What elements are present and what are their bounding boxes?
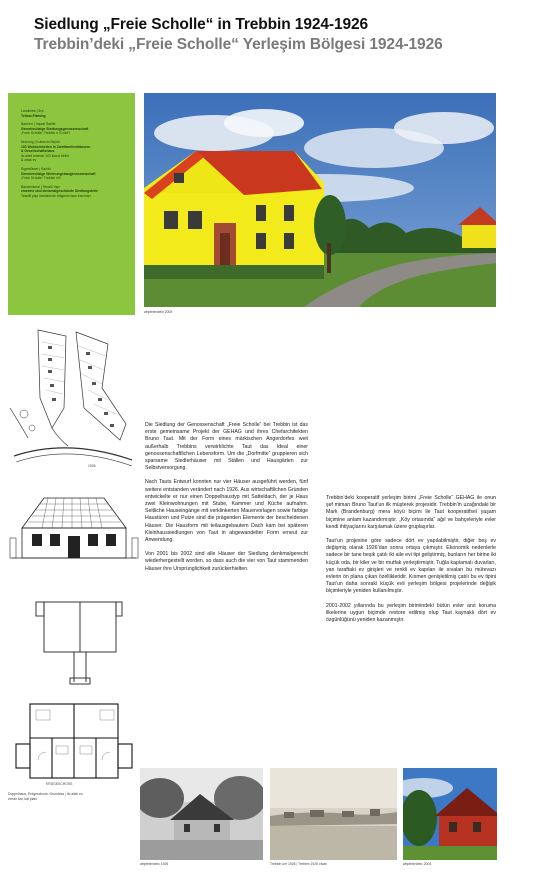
paragraph: Die Siedlung der Genossenschaft „Freie Scholle“ bei Trebbin ist das erste gemeinsame Projekt der GEHAG und ihres Chefarchitekten Bruno Taut. Mit der Form eines märkischen Angerdorfes weit außerhalb Trebbins verwirklichte Taut das Ideal einer genossenschaftlichen Lebensform. Um die „Dorfmitte“ gruppieren sich sparsame Siedlerhäuser mit Ställen und Hausgärten zur Selbstversorgung. bbox=[145, 422, 308, 472]
info-line: Gemeinnützige Wohnungsbaugenossenschaft bbox=[21, 171, 96, 176]
main-photo-caption: wbpfelenbelc 2005 bbox=[144, 310, 173, 314]
info-group bbox=[21, 185, 127, 199]
upper-floor-plan bbox=[28, 594, 123, 686]
paragraph: Taut’un projesine göre sadece dört ev yapılabilmiştir, diğer beş ev değişmiş olarak 1926’dan sonra ortaya çıkmıştır. Ekonomik nedenlerle sadece bir tane beşik çatılı iki aile evi tipi geliştirmiş, bunların her birine iki küçük oda, bir kiler ve bir mutfak yerleştirmiştir. Tuğla kaplamalı duvarları, yan taraftaki ev girişleri ve renkli ev kapıları ile sıvaları bu mütevazı evlerin ön plana çıkan özellikleridir. Kısmen genişletilmiş çatılı bu ev tipini Taut’un daha sonraki küçük evli yerleşim bölgesi projelerinde değişik biçimleriyle yeniden kullanılmıştır. bbox=[326, 538, 496, 595]
info-line: & ortak ev bbox=[21, 158, 37, 163]
ground-floor-plan-drawing bbox=[8, 690, 138, 788]
main-photo-illustration bbox=[144, 93, 496, 307]
upper-floor-plan-drawing bbox=[28, 594, 123, 686]
thumb-photo-trebbin-1926 bbox=[270, 768, 397, 860]
paragraph: Von 2001 bis 2002 sind alle Häuser der Siedlung denkmalgerecht wiederhergestellt worden, so dass auch die vier von Taut stammenden Häuser ihre Ursprünglichkeit zurückerhielten. bbox=[145, 551, 308, 572]
ground-floor-plan bbox=[8, 690, 138, 788]
thumb-illustration-red-house bbox=[403, 768, 497, 860]
info-line: Tescilli yapı statüsünde bölgenin bazı kısımları bbox=[21, 193, 91, 198]
thumb-photo-1926 bbox=[140, 768, 263, 860]
site-plan bbox=[8, 328, 138, 470]
text-column-german bbox=[145, 422, 308, 580]
site-plan-drawing bbox=[8, 328, 138, 470]
paragraph: Nach Tauts Entwurf konnten nur vier Häuser ausgeführt werden, fünf weitere entstanden verändert nach 1926. Aus wirtschaftlichen Gründen entwickelte er nur einen Doppelhaustyp mit Satteldach, der je Haus zwei Kleinwohnungen mit Stube, Kammer und Küche aufnahm. Seitliche Hauseingänge mit verklinkerten Mauervorlagen sowie farbige Haustüren und Putze sind die prägenden Elemente der bescheidenen Häuser. Die Hausform mit teilausgebautem Dach kam bei späteren Kleinhaussiedlungen von Taut in abgewandelter Form erneut zur Anwendung. bbox=[145, 479, 308, 544]
info-line: Baudenkmal | Tescilli Yapı bbox=[21, 184, 61, 189]
text-column-turkish bbox=[326, 495, 496, 631]
page-title-turkish: Trebbin’deki „Freie Scholle“ Yerleşim Bölgesi 1924-1926 bbox=[34, 36, 443, 53]
page-title-german: Siedlung „Freie Scholle“ in Trebbin 1924-1926 bbox=[34, 16, 369, 33]
thumb2-caption: Trebbin um 1926 | Trebbin 1926 civarı bbox=[270, 862, 328, 866]
elevation-illustration bbox=[8, 492, 140, 564]
thumb-photo-red-house-2004 bbox=[403, 768, 497, 860]
info-group bbox=[21, 167, 127, 181]
info-line: Gemeinnützige Siedlungsgenossenschaft bbox=[21, 126, 89, 131]
house-elevation-drawing bbox=[8, 492, 140, 564]
info-group bbox=[21, 122, 127, 136]
info-line: „Freie Scholle“ Trebbin e.G.mbH bbox=[21, 131, 70, 136]
project-info-box bbox=[8, 93, 135, 315]
info-group bbox=[21, 140, 127, 163]
info-line: „Freie Scholle“ Trebbin eG bbox=[21, 176, 61, 181]
info-line: Eigentümer | Sahibi bbox=[21, 166, 51, 171]
thumb-illustration-trebbin bbox=[270, 768, 397, 860]
info-line: İki aileli evlerde 103 konut birimi bbox=[21, 153, 70, 158]
info-group bbox=[21, 109, 127, 118]
info-line: & Gesellschaftshaus bbox=[21, 149, 55, 154]
thumb-illustration-1926 bbox=[140, 768, 263, 860]
thumb1-caption: wbpfelenbelc 1926 bbox=[140, 862, 169, 866]
site-plan-year-label: 1926 bbox=[88, 464, 96, 468]
paragraph: Trebbin’deki kooperatif yerleşim birimi „Freie Scholle“ GEHAG ile onun şef mimarı Bruno Taut’un ilk müşterek projesidir. Trebbin’in uzağındaki bir Mark (Brandenburg) mera köyü biçimi ile Taut kooperatifsel yaşam biçimine anlam kazandırmıştır. „Köy ortasında“ ağıl ve bahçeleriyle evler kendi ihtiyaçlarını karşılamak üzere gruplaşırlar. bbox=[326, 495, 496, 530]
floor-plan-heading: ERDGESCHOSS bbox=[46, 782, 73, 786]
thumb3-caption: wbpfelenbelc 2004 bbox=[403, 862, 432, 866]
main-photo-yellow-houses bbox=[144, 93, 496, 307]
paragraph: 2001-2002 yıllarında bu yerleşim birimindeki bütün evler anıt koruma ilkelerine uygun biçimde restore edilmiş olup Taut kaynaklı dört ev özgünlüğünü yeniden kazanmıştır. bbox=[326, 602, 496, 624]
info-line: Teltow-Fläming bbox=[21, 113, 46, 118]
info-line: einzelne und denkmalgeschützte Siedlungsteile bbox=[21, 189, 98, 194]
info-line: Nutzung | Kullanım Biçimi bbox=[21, 139, 60, 144]
info-line: Bauherr | İnşaat Sahibi bbox=[21, 122, 56, 127]
info-line: 103 Wohneinheiten in Zweifamilienhäusern bbox=[21, 144, 91, 149]
floor-plan-caption: Doppelhaus, Erdgeschoss, Grundriss | İki aileli ev, zemin kat, kat planı bbox=[8, 792, 84, 801]
info-line: Landkreis | İlçe bbox=[21, 109, 44, 113]
